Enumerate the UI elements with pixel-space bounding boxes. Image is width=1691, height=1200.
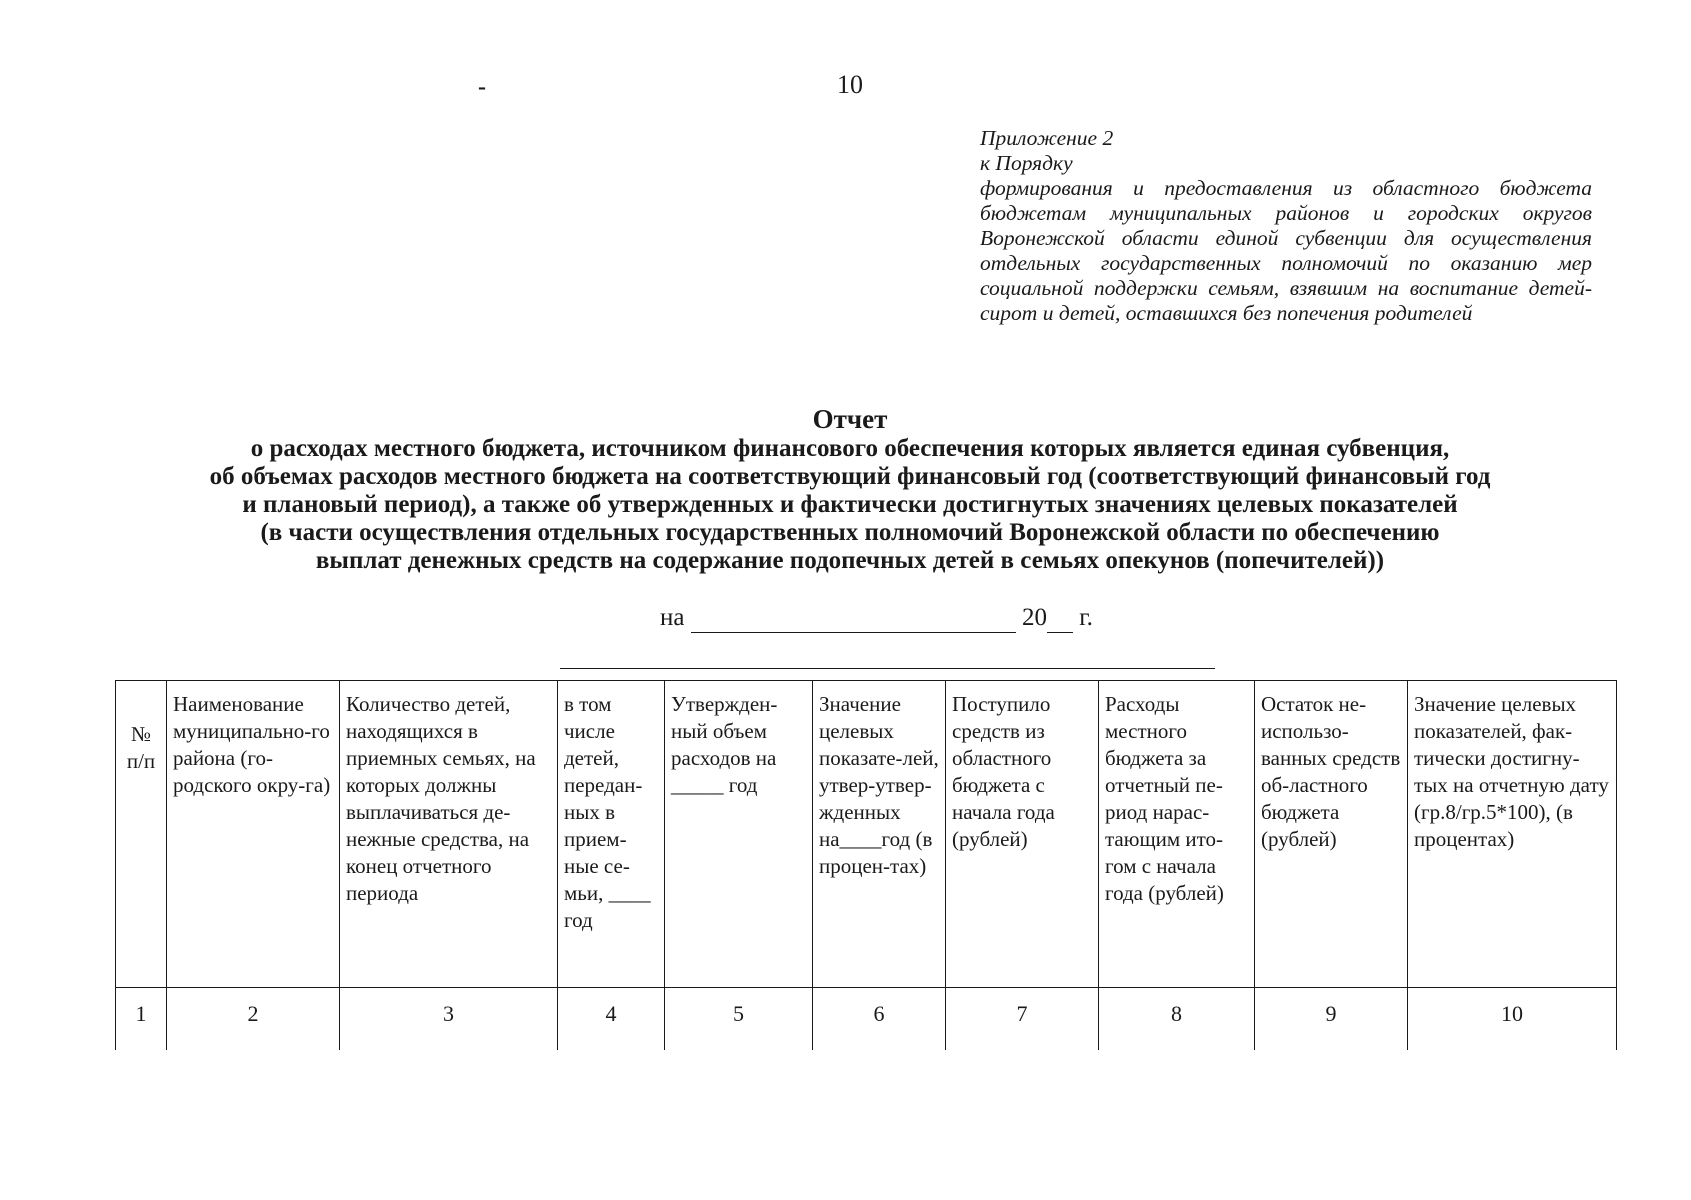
date-prefix: на (660, 604, 685, 631)
appendix-description: формирования и предоставления из областного бюджета бюджетам муниципальных районов и городских округов Воронежской области единой субвенции для осуществления отдельных государственных полномочий по оказанию мер социальной поддержки семьям, взявшим на воспитание детей-сирот и детей, оставшихся без попечения родителей (980, 176, 1592, 325)
header-cell-7: Поступило средств из областного бюджета с начала года (рублей) (946, 681, 1099, 988)
year-blank-field[interactable] (1047, 604, 1073, 633)
header-cell-9: Остаток не-использо-ванных средств об-ластного бюджета (рублей) (1255, 681, 1408, 988)
column-number-row (116, 988, 1617, 1051)
date-blank-field[interactable] (691, 604, 1016, 633)
header-cell-3: Количество детей, находящихся в приемных семьях, на которых должны выплачиваться де-нежные средства, на конец отчетного периода (340, 681, 558, 988)
report-title: Отчет (812, 404, 888, 434)
year-suffix: г. (1079, 604, 1093, 631)
header-cell-1: № п/п (116, 681, 167, 988)
column-number-3: 3 (340, 988, 558, 1051)
header-cell-2: Наименование муниципально-го района (го-родского окру-га) (167, 681, 340, 988)
report-title-block (110, 405, 1590, 575)
report-subtitle-line-4: (в части осуществления отдельных государственных полномочий Воронежской области по обеспечению (260, 519, 1440, 546)
year-prefix: 20 (1021, 604, 1047, 631)
report-subtitle-line-5: выплат денежных средств на содержание подопечных детей в семьях опекунов (попечителей)) (315, 547, 1385, 574)
header-cell-6: Значение целевых показате-лей, утвер-утвер-жденных на____год (в процен-тах) (813, 681, 946, 988)
stray-mark: - (478, 74, 486, 100)
appendix-title: Приложение 2 (980, 126, 1114, 150)
report-date-line (660, 604, 1093, 633)
table-header-row (116, 681, 1617, 988)
column-number-2: 2 (167, 988, 340, 1051)
column-number-4: 4 (558, 988, 665, 1051)
report-table (115, 680, 1617, 1050)
column-number-5: 5 (665, 988, 813, 1051)
column-number-9: 9 (1255, 988, 1408, 1051)
header-cell-8: Расходы местного бюджета за отчетный пе-риод нарас-тающим ито-гом с начала года (рублей) (1099, 681, 1255, 988)
header-cell-4: в том числе детей, передан-ных в прием-ные се-мьи, ____ год (558, 681, 665, 988)
header-cell-10: Значение целевых показателей, фак-тически достигну-тых на отчетную дату (гр.8/гр.5*100), (в процентах) (1408, 681, 1617, 988)
column-number-7: 7 (946, 988, 1099, 1051)
header-cell-5: Утвержден-ный объем расходов на _____ год (665, 681, 813, 988)
page-number: 10 (837, 70, 863, 99)
column-number-8: 8 (1099, 988, 1255, 1051)
appendix-note (980, 126, 1592, 326)
signature-underline (560, 668, 1215, 669)
column-number-10: 10 (1408, 988, 1617, 1051)
appendix-reference: к Порядку (980, 151, 1073, 175)
report-subtitle-line-1: о расходах местного бюджета, источником финансового обеспечения которых является единая субвенция, (250, 435, 1450, 462)
column-number-6: 6 (813, 988, 946, 1051)
report-subtitle-line-2: об объемах расходов местного бюджета на соответствующий финансовый год (соответствующий финансовый год (209, 463, 1491, 490)
report-subtitle-line-3: и плановый период), а также об утвержденных и фактически достигнутых значениях целевых показателей (242, 491, 1458, 518)
column-number-1: 1 (116, 988, 167, 1051)
